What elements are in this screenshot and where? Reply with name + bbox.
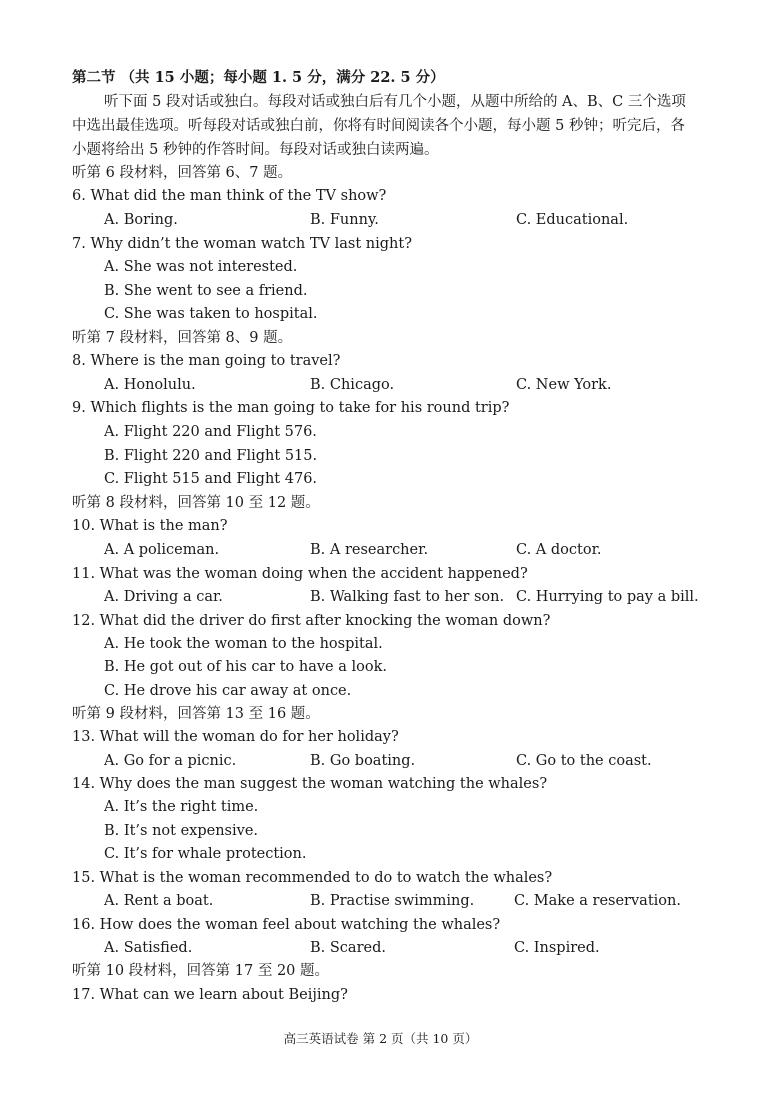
question-stem: 16. How does the woman feel about watching the whales? — [72, 917, 501, 933]
option-c: C. It’s for whale protection. — [104, 846, 307, 862]
option-a: A. Boring. — [104, 212, 178, 228]
question-stem: 13. What will the woman do for her holiday? — [72, 729, 399, 745]
question-stem: 15. What is the woman recommended to do to watch the whales? — [72, 870, 553, 886]
option-b: B. Scared. — [310, 940, 386, 956]
option-c: C. Make a reservation. — [514, 893, 681, 909]
question-stem: 10. What is the man? — [72, 518, 228, 534]
question-stem: 9. Which flights is the man going to take for his round trip? — [72, 400, 510, 416]
group-intro: 听第 6 段材料，回答第 6、7 题。 — [72, 165, 293, 181]
option-b: B. Go boating. — [310, 753, 416, 769]
page-footer: 高三英语试卷 第 2 页（共 10 页） — [283, 1031, 478, 1046]
option-b: B. She went to see a friend. — [104, 283, 308, 299]
option-a: A. Satisfied. — [104, 940, 193, 956]
option-b: B. Practise swimming. — [310, 893, 475, 909]
option-b: B. Walking fast to her son. — [310, 589, 505, 605]
group-intro: 听第 7 段材料，回答第 8、9 题。 — [72, 330, 293, 346]
option-b: B. A researcher. — [310, 542, 429, 558]
question-stem: 12. What did the driver do first after knocking the woman down? — [72, 613, 551, 629]
option-c: C. She was taken to hospital. — [104, 306, 318, 322]
option-c: C. Hurrying to pay a bill. — [516, 589, 699, 605]
option-a: A. A policeman. — [104, 542, 220, 558]
group-intro: 听第 10 段材料，回答第 17 至 20 题。 — [72, 963, 330, 979]
option-c: C. A doctor. — [516, 542, 602, 558]
option-c: C. Flight 515 and Flight 476. — [104, 471, 318, 487]
option-c: C. New York. — [516, 377, 612, 393]
option-a: A. Honolulu. — [104, 377, 196, 393]
option-b: B. Chicago. — [310, 377, 395, 393]
question-stem: 7. Why didn’t the woman watch TV last night? — [72, 236, 412, 252]
question-stem: 6. What did the man think of the TV show? — [72, 188, 387, 204]
instruction-line: 中选出最佳选项。听每段对话或独白前，你将有时间阅读各个小题，每小题 5 秒钟；听完后，各 — [72, 118, 685, 134]
option-a: A. She was not interested. — [104, 259, 298, 275]
option-a: A. Driving a car. — [104, 589, 223, 605]
option-c: C. He drove his car away at once. — [104, 683, 352, 699]
option-a: A. Rent a boat. — [104, 893, 214, 909]
option-b: B. Flight 220 and Flight 515. — [104, 448, 318, 464]
question-stem: 11. What was the woman doing when the accident happened? — [72, 566, 528, 582]
option-a: A. Go for a picnic. — [104, 753, 237, 769]
option-c: C. Go to the coast. — [516, 753, 652, 769]
group-intro: 听第 8 段材料，回答第 10 至 12 题。 — [72, 495, 320, 511]
option-a: A. It’s the right time. — [104, 799, 259, 815]
question-stem: 8. Where is the man going to travel? — [72, 353, 341, 369]
question-stem: 14. Why does the man suggest the woman watching the whales? — [72, 776, 548, 792]
instruction-line: 听下面 5 段对话或独白。每段对话或独白后有几个小题，从题中所给的 A、B、C 三个选项 — [104, 94, 686, 110]
section-header: 第二节 （共 15 小题；每小题 1. 5 分，满分 22. 5 分） — [72, 69, 445, 86]
option-a: A. He took the woman to the hospital. — [104, 636, 383, 652]
option-c: C. Inspired. — [514, 940, 600, 956]
option-b: B. Funny. — [310, 212, 379, 228]
group-intro: 听第 9 段材料，回答第 13 至 16 题。 — [72, 706, 320, 722]
option-b: B. He got out of his car to have a look. — [104, 659, 387, 675]
instruction-line: 小题将给出 5 秒钟的作答时间。每段对话或独白读两遍。 — [72, 142, 439, 158]
question-stem: 17. What can we learn about Beijing? — [72, 987, 348, 1003]
option-b: B. It’s not expensive. — [104, 823, 259, 839]
option-c: C. Educational. — [516, 212, 629, 228]
option-a: A. Flight 220 and Flight 576. — [104, 424, 317, 440]
